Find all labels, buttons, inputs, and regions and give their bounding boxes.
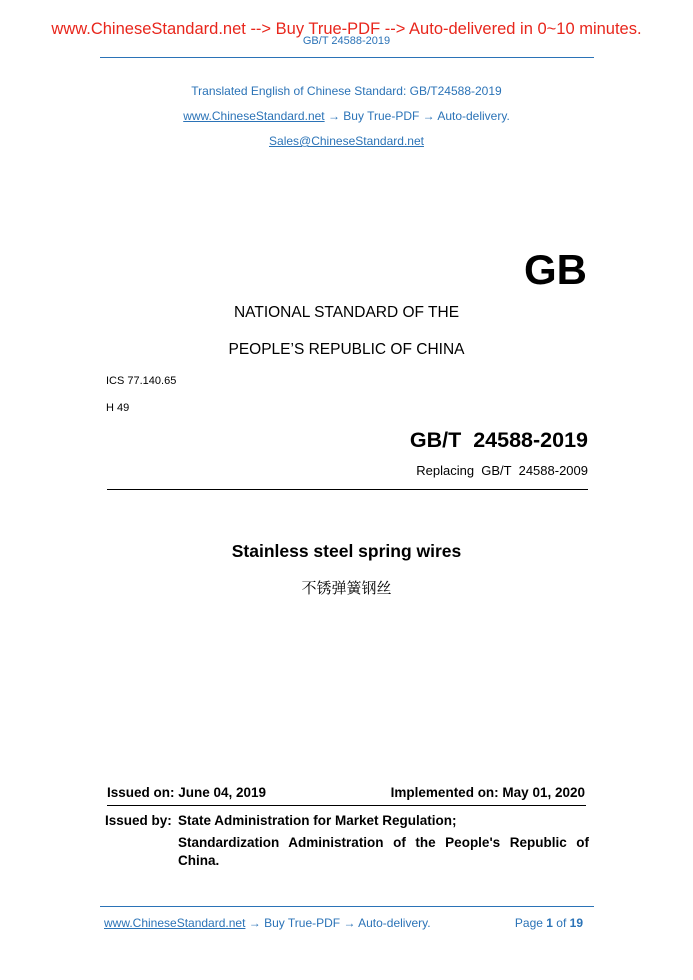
intro-email-line bbox=[0, 133, 693, 149]
header-standard-code: GB/T 24588-2019 bbox=[302, 35, 391, 47]
footer-site-suffix: → Buy True-PDF → Auto-delivery. bbox=[245, 916, 431, 930]
page-indicator bbox=[515, 915, 583, 931]
issued-on-date: Issued on: June 04, 2019 bbox=[107, 785, 267, 800]
issuer-line1: State Administration for Market Regulation; bbox=[178, 813, 457, 828]
page-current: 1 bbox=[546, 916, 553, 930]
gb-mark: GB bbox=[524, 246, 587, 293]
sales-email-link[interactable]: Sales@ChineseStandard.net bbox=[269, 134, 424, 148]
document-title-cn: 不锈弹簧钢丝 bbox=[301, 579, 392, 597]
translated-notice: Translated English of Chinese Standard: GB/T24588-2019 bbox=[191, 84, 502, 98]
national-standard-line1: NATIONAL STANDARD OF THE bbox=[233, 304, 460, 321]
footer-site-link[interactable]: www.ChineseStandard.net bbox=[104, 916, 246, 930]
issuer-line2: Standardization Administration of the People's Republic of bbox=[178, 835, 589, 850]
title-divider bbox=[107, 489, 588, 490]
page-of: of bbox=[552, 916, 570, 930]
ics-code: ICS 77.140.65 bbox=[106, 375, 177, 387]
footer-divider bbox=[100, 906, 594, 907]
page-label: Page bbox=[514, 916, 547, 930]
implemented-on-date: Implemented on: May 01, 2020 bbox=[390, 785, 585, 800]
site-link-suffix: → Buy True-PDF → Auto-delivery. bbox=[324, 109, 510, 123]
issued-by-label: Issued by: bbox=[105, 813, 176, 828]
ccs-code: H 49 bbox=[106, 402, 130, 414]
site-link[interactable]: www.ChineseStandard.net bbox=[183, 109, 325, 123]
dates-divider bbox=[107, 805, 586, 806]
replacing-note: Replacing GB/T 24588-2009 bbox=[416, 463, 588, 478]
intro-site-line bbox=[0, 108, 693, 124]
promo-banner[interactable]: www.ChineseStandard.net --> Buy True-PDF --> Auto-delivered in 0~10 minutes. bbox=[51, 20, 642, 38]
footer-site-line bbox=[104, 915, 431, 931]
header-divider bbox=[100, 57, 594, 58]
national-standard-line2: PEOPLE’S REPUBLIC OF CHINA bbox=[228, 341, 465, 358]
issuer-line3: China. bbox=[178, 853, 220, 868]
page-total: 19 bbox=[569, 916, 583, 930]
document-title-en: Stainless steel spring wires bbox=[231, 541, 462, 561]
standard-number: GB/T 24588-2019 bbox=[409, 428, 588, 452]
